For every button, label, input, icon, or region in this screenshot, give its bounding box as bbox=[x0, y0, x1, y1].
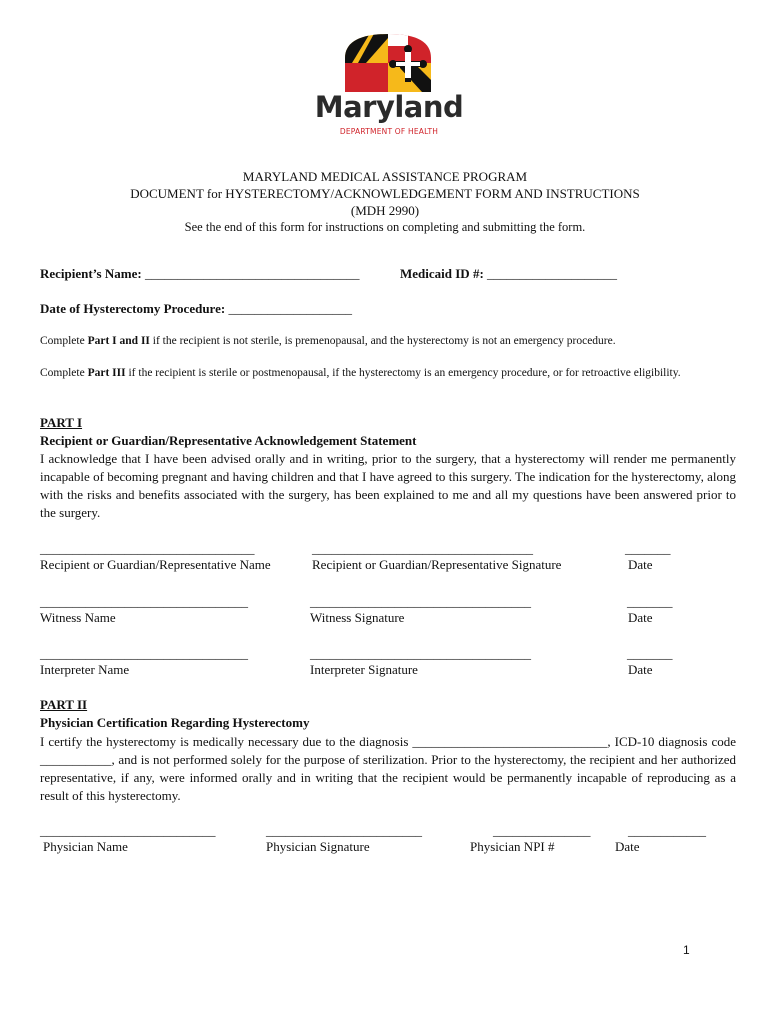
npi-caption: Physician NPI # bbox=[470, 839, 555, 854]
part-2-certification: I certify the hysterectomy is medically necessary due to the diagnosis ______________________________, ICD-10 diagnosis code ___________, and is not performed solely for the purpose of sterilization. Prior to the hysterectomy, the recipient and her authorized representative, if any, were informed orally and in writing that the recipient would be permanently incapable of reproducing as a result of this hysterectomy. bbox=[40, 734, 736, 803]
signature-line[interactable]: __________________________________ bbox=[312, 541, 533, 556]
recipient-name-blank[interactable]: _________________________________ bbox=[144, 266, 360, 281]
date-caption: Date bbox=[615, 839, 640, 854]
date-line[interactable]: _______ bbox=[625, 541, 671, 556]
form-number: (MDH 2990) bbox=[350, 203, 420, 218]
part-1-statement: I acknowledge that I have been advised orally and in writing, prior to the surgery, that a hysterectomy will render me permanently incapable of becoming pregnant and having children and that I have agreed to this surgery. The indication for the hysterectomy, along with the risks and benefits associated with the surgery, has been explained to me and all my questions have been answered prior to the surgery. bbox=[40, 451, 736, 520]
part-2-subheading: Physician Certification Regarding Hysterectomy bbox=[40, 715, 310, 730]
npi-line[interactable]: _______________ bbox=[493, 823, 591, 838]
instruction-parts-emphasis: Part I and II bbox=[87, 335, 150, 347]
recipient-name-field[interactable] bbox=[40, 266, 359, 282]
signature-caption: Recipient or Guardian/Representative Name bbox=[40, 557, 271, 572]
date-line[interactable]: _______ bbox=[627, 594, 673, 609]
part-1-subheading: Recipient or Guardian/Representative Acknowledgement Statement bbox=[40, 433, 417, 448]
part-2-heading: PART II bbox=[40, 697, 88, 712]
signature-caption: Interpreter Signature bbox=[310, 662, 418, 677]
signature-line[interactable]: ________________________________ bbox=[40, 594, 248, 609]
date-caption: Date bbox=[628, 557, 653, 572]
date-caption: Date bbox=[628, 662, 653, 677]
instruction-text: Complete bbox=[40, 367, 88, 379]
recipient-name-label: Recipient’s Name: bbox=[40, 266, 145, 281]
program-title: MARYLAND MEDICAL ASSISTANCE PROGRAM bbox=[242, 169, 528, 184]
instruction-part-1-2 bbox=[40, 333, 736, 349]
instruction-part-3 bbox=[40, 365, 736, 381]
signature-caption: Witness Signature bbox=[310, 610, 405, 625]
medicaid-id-field[interactable] bbox=[400, 266, 617, 282]
signature-line[interactable]: _________________________________ bbox=[40, 541, 255, 556]
maryland-flag-icon bbox=[314, 30, 464, 92]
date-caption: Date bbox=[628, 610, 653, 625]
document-title: DOCUMENT for HYSTERECTOMY/ACKNOWLEDGEMENT FORM AND INSTRUCTIONS bbox=[130, 186, 640, 201]
signature-caption: Physician Signature bbox=[266, 839, 370, 854]
logo-wordmark: Maryland bbox=[314, 90, 464, 124]
signature-line[interactable]: ________________________________ bbox=[40, 646, 248, 661]
instruction-text: if the recipient is not sterile, is premenopausal, and the hysterectomy is not an emergency procedure. bbox=[149, 335, 616, 347]
instruction-parts-emphasis: Part III bbox=[87, 367, 126, 379]
page-number: 1 bbox=[683, 943, 690, 957]
instruction-text: Complete bbox=[40, 335, 88, 347]
signature-caption: Recipient or Guardian/Representative Signature bbox=[312, 557, 562, 572]
signature-line[interactable]: ___________________________ bbox=[40, 823, 216, 838]
signature-line[interactable]: ________________________ bbox=[266, 823, 422, 838]
signature-caption: Physician Name bbox=[43, 839, 128, 854]
signature-caption: Witness Name bbox=[40, 610, 116, 625]
mdh-logo bbox=[314, 30, 464, 140]
logo-subtitle: DEPARTMENT OF HEALTH bbox=[339, 127, 439, 136]
medicaid-id-blank[interactable]: ____________________ bbox=[487, 266, 618, 281]
instruction-text: if the recipient is sterile or postmenopausal, if the hysterectomy is an emergency procedure, or for retroactive eligibility. bbox=[125, 367, 681, 379]
signature-caption: Interpreter Name bbox=[40, 662, 130, 677]
form-instructions-note: See the end of this form for instructions on completing and submitting the form. bbox=[184, 220, 586, 234]
procedure-date-blank[interactable]: ___________________ bbox=[228, 301, 352, 316]
medicaid-id-label: Medicaid ID #: bbox=[400, 266, 488, 281]
signature-line[interactable]: __________________________________ bbox=[310, 646, 531, 661]
part-1-heading: PART I bbox=[40, 415, 83, 430]
procedure-date-field[interactable] bbox=[40, 301, 352, 317]
procedure-date-label: Date of Hysterectomy Procedure: bbox=[40, 301, 229, 316]
signature-line[interactable]: __________________________________ bbox=[310, 594, 531, 609]
date-line[interactable]: ____________ bbox=[628, 823, 706, 838]
date-line[interactable]: _______ bbox=[627, 646, 673, 661]
